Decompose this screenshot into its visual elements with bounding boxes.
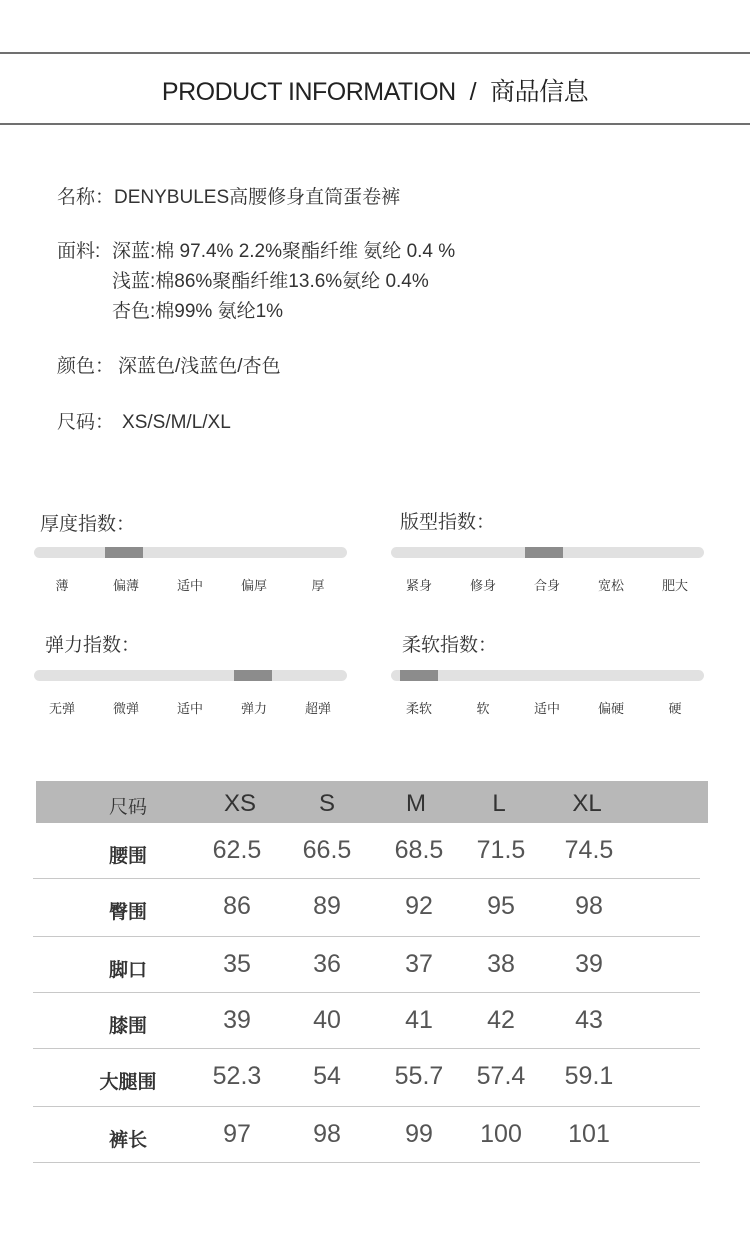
value-cell: 68.5: [394, 836, 444, 864]
index-track: [391, 547, 704, 558]
value-cell: 98: [575, 892, 603, 920]
table-row: [36, 879, 708, 937]
value-cell: 98: [313, 1120, 341, 1148]
material-line: 浅蓝:棉86%聚酯纤维13.6%氨纶 0.4%: [112, 271, 429, 292]
row-label-cell: 臀围: [108, 902, 147, 923]
index-label: 弹力: [240, 701, 267, 716]
material-row: [57, 236, 100, 263]
index-label: 微弹: [112, 701, 139, 716]
table-row: [36, 1049, 708, 1107]
index-label: 柔软: [405, 701, 432, 716]
index-track: [34, 670, 347, 681]
index-label: 偏厚: [240, 578, 267, 593]
size-label: 尺码：: [57, 412, 115, 433]
value-cell: 95: [487, 892, 515, 920]
value-cell: 66.5: [302, 836, 352, 864]
material-line: 深蓝:棉 97.4% 2.2%聚酯纤维 氨纶 0.4 %: [112, 241, 456, 262]
value-cell: 74.5: [564, 836, 614, 864]
index-label: 偏薄: [112, 578, 139, 593]
index-labels: [34, 698, 354, 716]
size-row: [57, 407, 231, 434]
index-label: 无弹: [48, 701, 75, 716]
value-cell: 42: [487, 1006, 515, 1034]
index-title: 弹力指数：: [45, 635, 141, 656]
table-row: [36, 823, 708, 879]
index-indicator: [234, 670, 272, 681]
index-label: 适中: [176, 578, 203, 593]
value-cell: 92: [405, 892, 433, 920]
index-label: 偏硬: [597, 701, 624, 716]
value-cell: 54: [313, 1062, 341, 1090]
index-label: 修身: [469, 578, 496, 593]
table-row: [36, 1107, 708, 1163]
value-cell: 86: [223, 892, 251, 920]
index-labels: [391, 698, 711, 716]
table-row: [36, 937, 708, 993]
index-title: 柔软指数：: [402, 635, 498, 656]
index-label: 合身: [533, 578, 560, 593]
value-cell: 100: [480, 1120, 522, 1148]
value-cell: 101: [568, 1120, 610, 1148]
title-separator: /: [469, 78, 477, 106]
index-title: 厚度指数：: [40, 514, 136, 535]
value-cell: 55.7: [394, 1062, 444, 1090]
value-cell: 40: [313, 1006, 341, 1034]
name-value: DENYBULES高腰修身直筒蛋卷裤: [114, 187, 401, 208]
value-cell: 39: [575, 950, 603, 978]
index-label: 适中: [176, 701, 203, 716]
value-cell: 35: [223, 950, 251, 978]
index-label: 肥大: [661, 578, 688, 593]
top-rule: [0, 52, 750, 54]
row-label-cell: 腰围: [108, 846, 147, 867]
value-cell: 99: [405, 1120, 433, 1148]
table-header: [36, 781, 708, 823]
header-cell: M: [406, 790, 426, 817]
name-label: 名称：: [57, 187, 115, 208]
index-labels: [34, 575, 354, 593]
size-value: XS/S/M/L/XL: [122, 412, 231, 433]
index-title: 版型指数：: [400, 512, 496, 533]
index-indicator: [525, 547, 563, 558]
index-label: 软: [476, 701, 490, 716]
header-cell: XL: [572, 790, 602, 817]
material-line: 杏色:棉99% 氨纶1%: [112, 301, 284, 322]
header-bottom-rule: [0, 123, 750, 125]
row-label-cell: 大腿围: [99, 1072, 157, 1093]
value-cell: 37: [405, 950, 433, 978]
value-cell: 62.5: [212, 836, 262, 864]
index-label: 薄: [55, 578, 69, 593]
color-value: 深蓝色/浅蓝色/杏色: [118, 356, 281, 377]
row-label-cell: 裤长: [108, 1130, 147, 1151]
title-english: PRODUCT INFORMATION: [161, 78, 456, 106]
table-row: [36, 993, 708, 1049]
color-row: [57, 351, 281, 378]
header-cell: S: [318, 790, 335, 817]
index-track: [34, 547, 347, 558]
row-label-cell: 膝围: [108, 1016, 147, 1037]
index-label: 紧身: [405, 578, 432, 593]
color-label: 颜色：: [57, 356, 115, 377]
value-cell: 71.5: [476, 836, 526, 864]
index-label: 宽松: [597, 578, 624, 593]
value-cell: 59.1: [564, 1062, 614, 1090]
index-indicator: [105, 547, 143, 558]
row-divider: [33, 1162, 700, 1163]
value-cell: 39: [223, 1006, 251, 1034]
row-label-cell: 脚口: [108, 960, 147, 981]
index-label: 硬: [668, 701, 682, 716]
index-track: [391, 670, 704, 681]
value-cell: 36: [313, 950, 341, 978]
value-cell: 38: [487, 950, 515, 978]
value-cell: 41: [405, 1006, 433, 1034]
header-cell: L: [492, 790, 506, 817]
index-labels: [391, 575, 711, 593]
material-label: 面料:: [57, 241, 101, 262]
page-title: [0, 72, 750, 108]
value-cell: 57.4: [476, 1062, 526, 1090]
header-cell: XS: [223, 790, 256, 817]
value-cell: 52.3: [212, 1062, 262, 1090]
header-cell: 尺码: [108, 797, 147, 818]
index-label: 厚: [311, 578, 325, 593]
value-cell: 89: [313, 892, 341, 920]
index-label: 超弹: [304, 701, 331, 716]
value-cell: 43: [575, 1006, 603, 1034]
name-row: [57, 182, 400, 209]
title-chinese: 商品信息: [490, 78, 589, 106]
index-label: 适中: [533, 701, 560, 716]
index-indicator: [400, 670, 438, 681]
value-cell: 97: [223, 1120, 251, 1148]
